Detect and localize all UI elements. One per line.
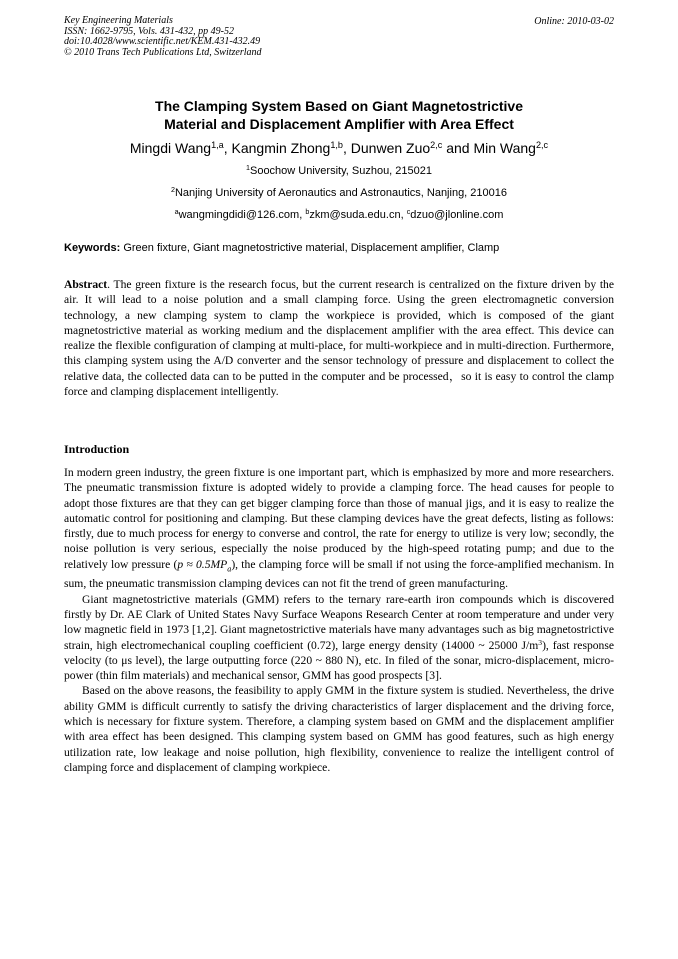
doi-line: doi:10.4028/www.scientific.net/KEM.431-432.49 [64, 36, 261, 48]
author-affil-mark: 1,a [211, 140, 224, 150]
author-affil-mark: 2,c [430, 140, 443, 150]
formula-text: p ≈ 0.5MP [177, 557, 228, 571]
abstract-text: . The green fixture is the research focus, but the current research is centralized on the fixture driven by the air. It will lead to a noise polution and a small clamping force. Using the green electromagnetic conversion technology, a new clamping system to clamp the workpiece is provided, which is composed of the giant magnetostrictive material as working medium and the displacement amplifier with the area effect. This device can realize the flexible configuration of clamping at multi-place, for multi-workpiece and in multi-direction. Furthermore, this clamping system using the A/D converter and the sensor technology of pressure and displacement to collect the relative data, the collected data can to be putted in the computer and be processed，so it is easy to control the clamp force and clamping displacement intelligently. [64, 278, 614, 399]
section-heading-introduction: Introduction [64, 442, 130, 456]
affiliation-1 [0, 165, 678, 177]
paragraph-text: ), fast response velocity (to μs level), the large outputting force (220 ~ 880 N), etc. In filed of the sonar, micro-displacement, micro-power (thin film materials) and mechanical sensor, GMM has good prospects [3]. [64, 638, 614, 683]
title-line-1: The Clamping System Based on Giant Magnetostrictive [155, 98, 523, 114]
affil-mark: 1 [246, 164, 250, 173]
email-mark: a [174, 208, 179, 217]
abstract-label: Abstract [64, 278, 108, 291]
affil-mark: 2 [170, 186, 175, 195]
unit-superscript: 3 [538, 637, 543, 647]
email-mark: b [305, 208, 310, 217]
affiliation-2 [0, 187, 678, 199]
author-name: Kangmin Zhong [231, 140, 331, 156]
affil-text: Nanjing University of Aeronautics and Astronautics, Nanjing, 210016 [174, 187, 507, 199]
email-address[interactable]: wangmingdidi@126.com, [178, 209, 303, 221]
keywords-line [64, 242, 614, 254]
paragraph-text: In modern green industry, the green fixture is one important part, which is emphasized by more and more researchers. The pneumatic transmission fixture is adopted widely to provide a clamping force. The head causes for people to adopt those fixtures are that they can get bigger clamping force than those of manual jigs, and it is easy to realize the automatic control for positioning and clamping. But these clamping devices have the great defects, listing as follows: firstly, due to much process for energy to converse and control, the rate for energy to utilize is very low; secondly, the noise pollution is very serious, especially the noise produced by the high-speed rotating pump; and due to the relatively low pressure ( [64, 466, 614, 571]
paper-title [0, 97, 678, 133]
keywords-text: Green fixture, Giant magnetostrictive material, Displacement amplifier, Clamp [123, 242, 500, 254]
title-line-2: Material and Displacement Amplifier with Area Effect [164, 116, 514, 132]
affil-text: Soochow University, Suzhou, 215021 [249, 165, 432, 177]
paragraph-text: Giant magnetostrictive materials (GMM) refers to the ternary rare-earth iron compounds which is discovered firstly by Dr. AE Clark of United States Navy Surface Weapons Research Center at room temperature and under very low magnetic field in 1973 [1,2]. Giant magnetostrictive materials have many advantages such as big magnetostrictive strain, high electromechanical coupling coefficient (0.72), large energy density (14000 ~ 25000 J/m [64, 592, 614, 652]
journal-header [64, 16, 614, 58]
intro-paragraph-1 [64, 465, 614, 592]
keywords-label: Keywords: [64, 242, 121, 254]
abstract-block [64, 277, 614, 399]
author-list: Mingdi Wang$^{1,a}$, Kangmin Zhong$^{1,b}$, Dunwen Zuo$^{2,c}$ and Min Wang$^{2,c}$ [129, 140, 549, 156]
paragraph-text: ), the clamping force will be small if not using the force-amplified mechanism. In sum, the pneumatic transmission clamping devices can not fit the trend of green manufacturing. [64, 557, 614, 591]
author-affil-mark: 1,b [330, 140, 343, 150]
author-name: Dunwen Zuo [350, 140, 431, 156]
pressure-formula [177, 557, 232, 574]
issn-line: ISSN: 1662-9795, Vols. 431-432, pp 49-52 [64, 25, 234, 37]
formula-subscript: a [227, 564, 232, 574]
email-mark: c [406, 208, 411, 217]
email-address[interactable]: zkm@suda.edu.cn, [309, 209, 404, 221]
author-name: Min Wang [473, 140, 536, 156]
author-affil-mark: 2,c [535, 140, 549, 150]
email-line [0, 209, 678, 221]
intro-paragraph-2 [64, 592, 614, 684]
journal-name: Key Engineering Materials [64, 15, 173, 26]
email-address[interactable]: dzuo@jlonline.com [410, 209, 504, 221]
introduction-body [64, 465, 614, 775]
intro-paragraph-3: Based on the above reasons, the feasibility to apply GMM in the fixture system is studied. Nevertheless, the drive ability GMM is difficult currently to satisfy the driving characteristics of larger displacement and the driving force, which is necessary for fixture system. Therefore, a clamping system based on GMM and the displacement amplifier with area effect has been designed. This clamping system based on GMM has good features, such as high energy utilization rate, low leakage and noise pollution, high flexibility, convenience to realize the intelligent control of clamping force and displacement of clamping workpiece. [64, 684, 614, 774]
author-name: Mingdi Wang [129, 140, 212, 156]
online-date: Online: 2010-03-02 [534, 16, 614, 27]
copyright-line: © 2010 Trans Tech Publications Ltd, Switzerland [64, 46, 262, 58]
